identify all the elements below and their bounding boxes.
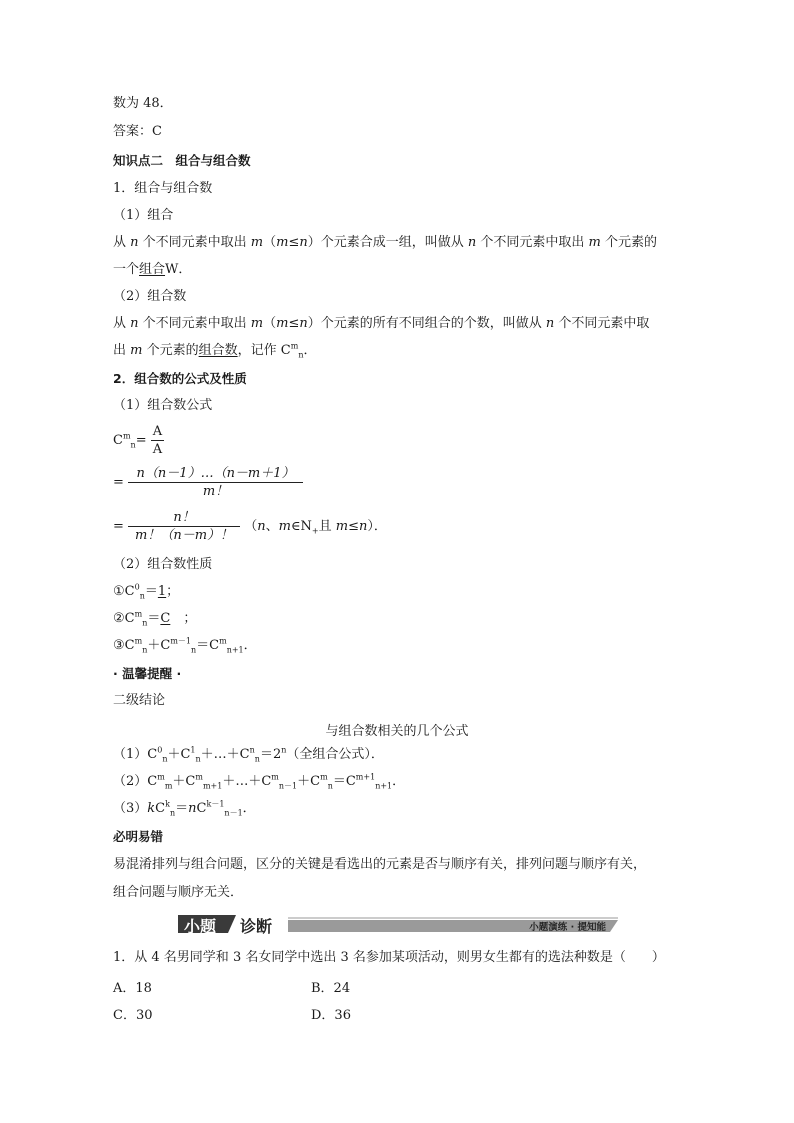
- choice-a: A．18: [113, 981, 152, 996]
- definition-line: 从 n 个不同元素中取出 m（m≤n）个元素合成一组，叫做从 n 个不同元素中取出 m 个元素的: [113, 235, 657, 250]
- blank-answer: 组合: [139, 262, 166, 277]
- property-line: $②C^m_n=C$ ；: [113, 609, 197, 628]
- fraction: $\frac{A}{A}$: [152, 424, 163, 457]
- formula-line: = $\frac{n!}{m!(n-m)!}$ （n、$m\in N_+$且 m≤n）．: [113, 510, 387, 543]
- definition-line: 出 m 个元素的组合数，记作 $C^m_n$．: [113, 341, 317, 360]
- item-heading: （1）组合数公式: [113, 398, 213, 413]
- result-line: $(2)C^m_m+C^m_{m+1}+\dots+C^m_{n-1}+C^m_n=C^{m+1}_{n+1}$．: [113, 772, 406, 791]
- subsection-title: 2．组合数的公式及性质: [113, 371, 247, 386]
- item-heading: （1）组合: [113, 208, 174, 223]
- choice-c: C．30: [113, 1008, 153, 1023]
- banner-label-left: 小题: [184, 917, 217, 936]
- question-stem: 1．从 4 名男同学和 3 名女同学中选出 3 名参加某项活动，则男女生都有的选法种数是（ ）: [113, 950, 665, 965]
- subsection-title: 1．组合与组合数: [113, 181, 213, 196]
- fraction: $\frac{n!}{m!(n-m)!}$: [128, 510, 240, 543]
- body-text: 易混淆排列与组合问题，区分的关键是看选出的元素是否与顺序有关，排列问题与顺序有关，: [113, 857, 647, 872]
- section-banner: [178, 912, 618, 936]
- fraction: $\frac{n(n-1)\dots(n-m+1)}{m!}$: [128, 466, 303, 499]
- result-line: $(1)C^0_n+C^1_n+\dots+C^n_n=2^n$（全组合公式）．: [113, 745, 384, 764]
- formula-heading: 与组合数相关的几个公式: [325, 724, 469, 739]
- banner-label-main: 诊断: [240, 917, 273, 936]
- result-line: $(3)kC^k_n=nC^{k-1}_{n-1}$．: [113, 799, 256, 818]
- banner-label-right: 小题演练 · 提知能: [529, 922, 606, 933]
- level2-label: 二级结论: [113, 693, 166, 708]
- definition-line: 从 n 个不同元素中取出 m（m≤n）个元素的所有不同组合的个数，叫做从 n 个不同元素中取: [113, 316, 650, 331]
- blank-answer: C: [160, 611, 171, 626]
- blank-answer: 1: [157, 584, 167, 599]
- section-title: 知识点二 组合与组合数: [113, 153, 251, 168]
- answer-line: 答案：C: [113, 124, 162, 139]
- formula-line: = $\frac{n(n-1)\dots(n-m+1)}{m!}$: [113, 466, 303, 499]
- text-line: 数为 48．: [113, 96, 173, 111]
- blank-answer: 组合数: [198, 343, 238, 358]
- tips-title: · 温馨提醒 ·: [113, 666, 182, 681]
- formula-line: $C^m_n=$ $\frac{A}{A}$: [113, 424, 163, 457]
- item-heading: （2）组合数性质: [113, 557, 213, 572]
- property-line: $③C^m_n+C^{m-1}_n=C^m_{n+1}$．: [113, 636, 257, 655]
- body-text: 组合问题与顺序无关．: [113, 885, 244, 900]
- definition-line: 一个组合W．: [113, 262, 192, 277]
- choice-d: D．36: [311, 1008, 351, 1023]
- property-line: $①C^0_n=1$；: [113, 582, 180, 601]
- must-know-title: 必明易错: [113, 829, 164, 844]
- choice-b: B．24: [311, 981, 351, 996]
- item-heading: （2）组合数: [113, 289, 187, 304]
